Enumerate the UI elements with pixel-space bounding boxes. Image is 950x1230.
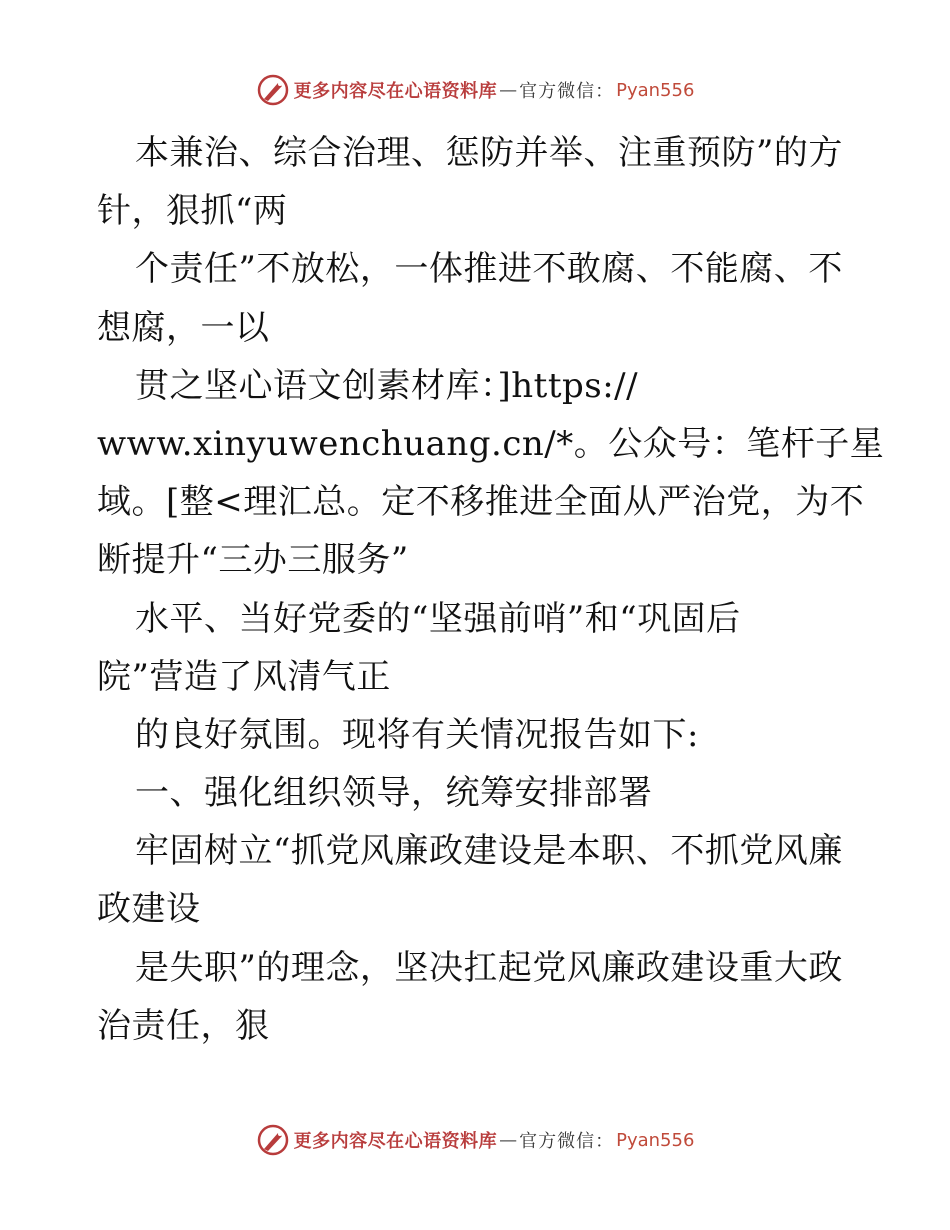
text-line-9: 水平、当好党委的“坚强前哨”和“巩固后 xyxy=(135,598,741,639)
section-heading: 一、强化组织领导，统筹安排部署 xyxy=(135,773,653,814)
watermark-site-name: 更多内容尽在心语资料库 xyxy=(293,81,498,102)
text-line-4: 想腐，一以 xyxy=(97,307,270,348)
watermark-contact-id: Pyan556 xyxy=(616,79,695,101)
text-line-15: 是失职”的理念，坚决扛起党风廉政建设重大政 xyxy=(135,947,843,988)
text-line-13: 牢固树立“抓党风廉政建设是本职、不抓党风廉 xyxy=(135,831,843,872)
watermark-site-name: 更多内容尽在心语资料库 xyxy=(293,1131,498,1152)
text-line-7: 域。[整<理汇总。定不移推进全面从严治党，为不 xyxy=(97,482,865,523)
watermark-separator: — xyxy=(499,1129,518,1151)
header-watermark xyxy=(0,70,950,110)
text-line-10: 院”营造了风清气正 xyxy=(97,656,391,697)
watermark-separator: — xyxy=(499,79,518,101)
watermark-contact-label: 官方微信： xyxy=(519,1131,615,1152)
text-line-3: 个责任”不放松，一体推进不敢腐、不能腐、不 xyxy=(135,249,843,290)
text-line-16: 治责任，狠 xyxy=(97,1005,270,1046)
text-line-11: 的良好氛围。现将有关情况报告如下: xyxy=(135,714,699,755)
text-line-1: 本兼治、综合治理、惩防并举、注重预防”的方 xyxy=(135,133,843,173)
document-body xyxy=(97,124,885,1055)
footer-watermark xyxy=(0,1120,950,1160)
text-line-2: 针，狠抓“两 xyxy=(97,191,288,232)
pen-logo-icon xyxy=(256,73,290,107)
text-line-8: 断提升“三办三服务” xyxy=(97,540,409,581)
text-line-5: 贯之坚心语文创素材库：]https:// xyxy=(135,365,639,406)
text-line-14: 政建设 xyxy=(97,889,201,930)
text-line-6: www.xinyuwenchuang.cn/*。公众号：笔杆子星 xyxy=(97,423,885,464)
watermark-contact-label: 官方微信： xyxy=(519,81,615,102)
watermark-contact-id: Pyan556 xyxy=(616,1129,695,1151)
pen-logo-icon xyxy=(256,1123,290,1157)
